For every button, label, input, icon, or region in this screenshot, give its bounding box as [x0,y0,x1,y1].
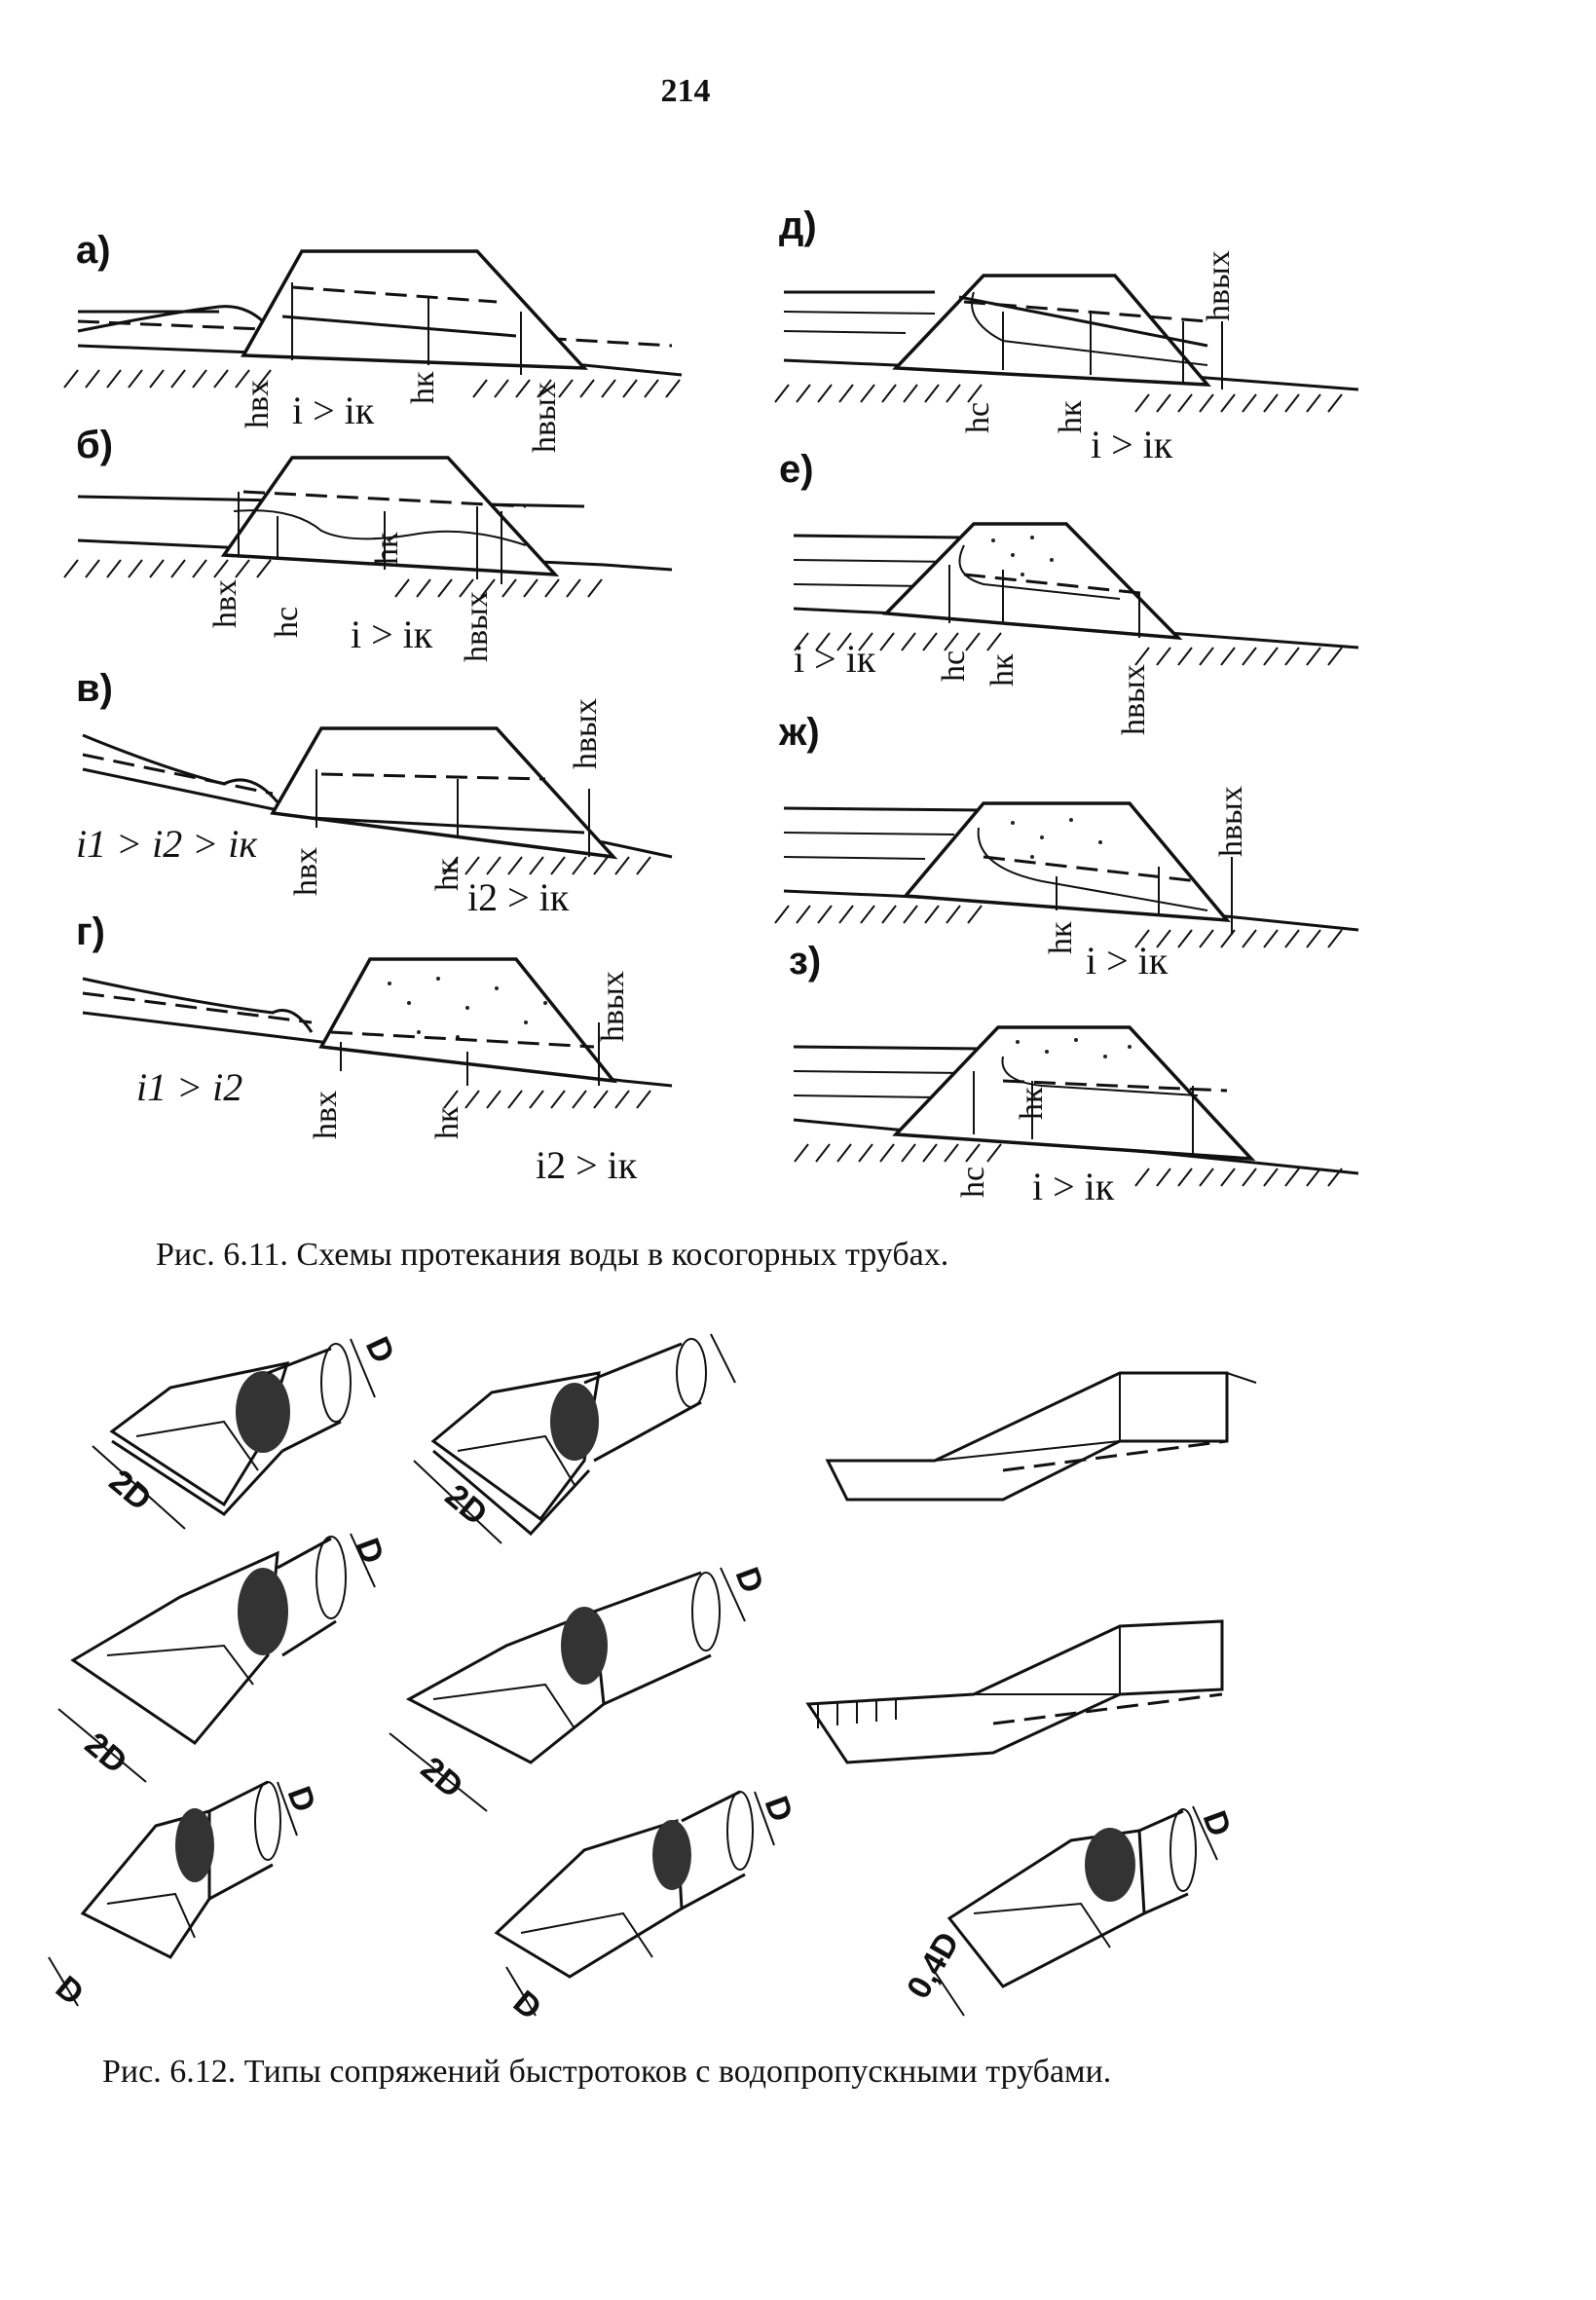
b-h-c: hс [269,606,305,638]
a-h-k: hк [405,371,441,404]
figure-6-11-caption: Рис. 6.11. Схемы протекания воды в косогорных трубах. [156,1237,949,1273]
a-h-vx: hвх [240,379,276,428]
panel-a-label: а) [76,229,111,272]
j9-dim-D: D [1195,1805,1239,1841]
junction-1 [93,1331,402,1529]
figure-6-12-drawings [49,1331,1256,2027]
zh-slope: i > iк [1086,939,1169,983]
j5-dim-2D: 2D [413,1750,470,1806]
j5-dim-D: D [727,1562,771,1598]
g-slope-left: i1 > i2 [136,1065,243,1109]
panel-zh [775,711,1358,983]
g-h-k: hк [429,1106,465,1139]
z-slope: i > iк [1032,1165,1115,1208]
j1-dim-2D: 2D [101,1463,159,1519]
panel-e [779,448,1358,735]
panel-d-label: д) [779,204,817,247]
junction-6 [808,1621,1222,1762]
z-h-c: hс [955,1166,991,1198]
j8-dim-D2: D [505,1984,549,2027]
j2-dim-2D: 2D [437,1477,495,1534]
d-h-k: hк [1053,400,1089,433]
panel-zh-label: ж) [779,711,820,754]
junction-7 [49,1782,323,2013]
a-slope: i > iк [292,389,375,432]
b-h-k: hк [369,532,405,565]
panel-b [64,424,672,662]
j4-dim-D: D [348,1533,391,1569]
j1-dim-D: D [357,1331,402,1369]
panel-d [775,204,1358,466]
zh-h-vyh: hвых [1213,786,1249,857]
v-h-k: hк [429,858,465,891]
b-slope: i > iк [351,612,433,656]
panel-v-label: в) [76,667,113,710]
g-h-vx: hвх [308,1090,344,1139]
j8-dim-D: D [757,1791,800,1827]
e-slope: i > iк [794,637,876,681]
figure-6-12-caption: Рис. 6.12. Типы сопряжений быстротоков с водопропускными трубами. [102,2054,1112,2090]
panel-a [64,229,682,453]
zh-h-k: hк [1043,921,1079,954]
panel-g-label: г) [76,910,105,953]
junction-5 [390,1563,771,1811]
g-h-vyh: hвых [595,971,631,1042]
v-h-vyh: hвых [568,698,604,769]
e-h-vyh: hвых [1116,664,1152,735]
panel-v [76,667,672,919]
junction-4 [58,1534,391,1782]
v-slope-right: i2 > iк [467,875,570,919]
j9-dim-04D: 0,4D [900,1925,967,2005]
d-h-vyh: hвых [1201,250,1237,321]
d-slope: i > iк [1091,423,1173,466]
j7-dim-D: D [279,1781,323,1817]
j4-dim-2D: 2D [77,1725,134,1782]
b-h-vyh: hвых [459,591,495,662]
a-h-vyh: hвых [527,382,563,453]
panel-b-label: б) [76,424,114,466]
junction-8 [497,1792,800,2027]
page-number: 214 [660,73,711,109]
e-h-c: hс [936,649,972,682]
z-h-k: hк [1014,1087,1050,1120]
d-h-c: hс [960,401,996,433]
panel-z-label: з) [789,940,822,983]
g-slope-right: i2 > iк [536,1143,638,1187]
junction-9 [900,1806,1239,2016]
v-slope-left: i1 > i2 > iк [76,822,258,866]
j7-dim-D2: D [48,1969,92,2013]
panel-z [789,940,1358,1208]
b-h-vx: hвх [207,578,243,628]
panel-g [76,910,672,1187]
panel-e-label: е) [779,448,814,491]
junction-2 [414,1334,735,1543]
v-h-vx: hвх [288,846,324,896]
e-h-k: hк [984,653,1021,686]
junction-3 [828,1373,1256,1500]
